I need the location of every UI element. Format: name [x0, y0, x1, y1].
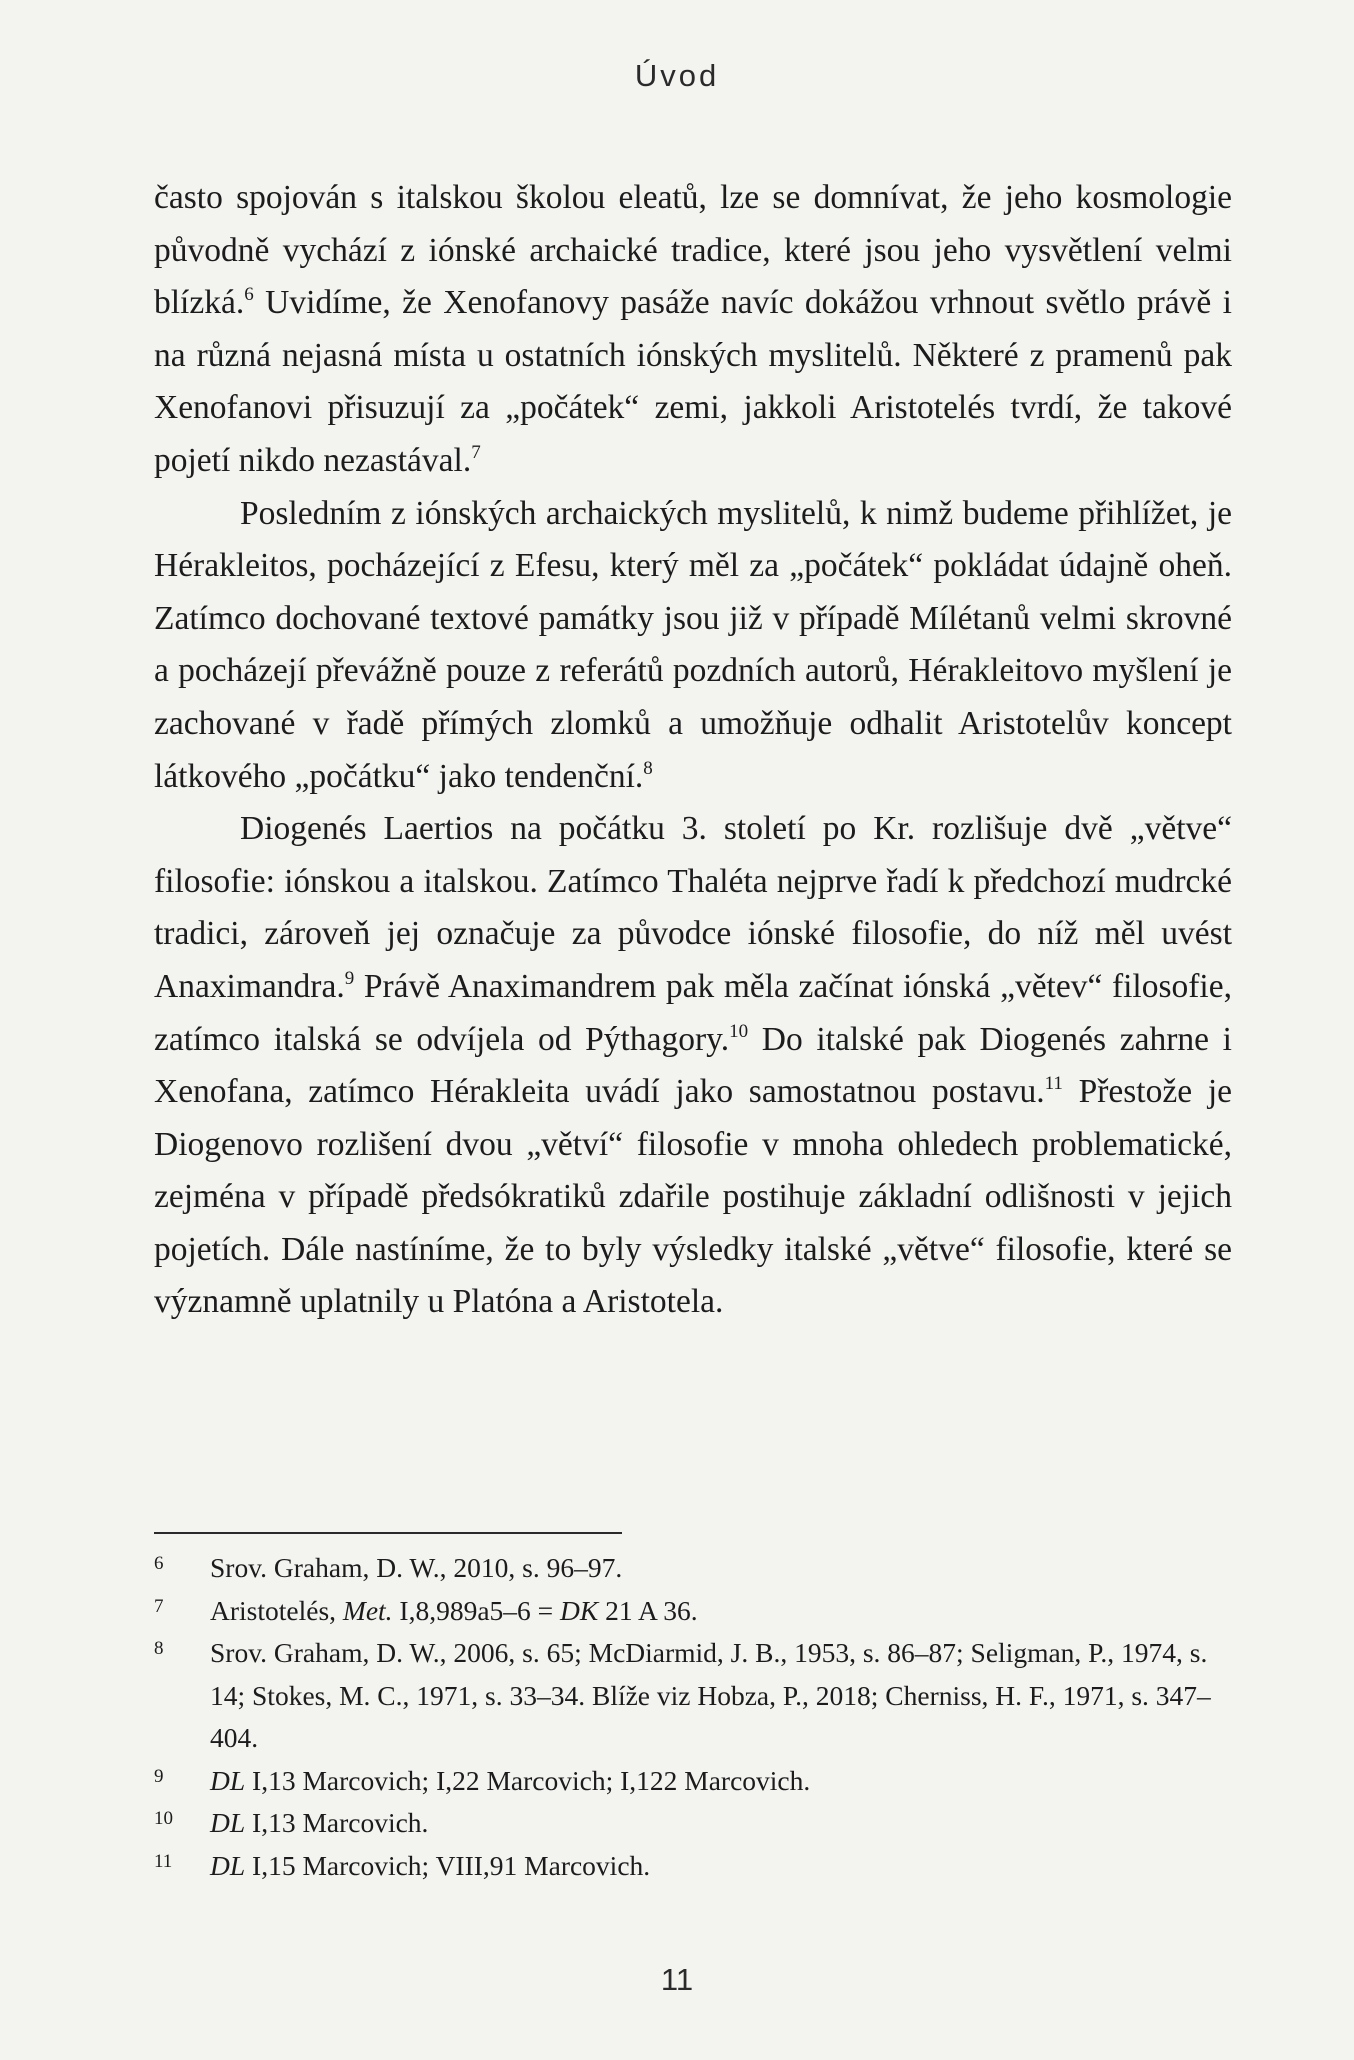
footnote-ref-8[interactable]: 8	[643, 757, 653, 779]
footnote-source-abbrev: DK	[560, 1594, 599, 1626]
footnote-text: Srov. Graham, D. W., 2006, s. 65; McDiarmid, J. B., 1953, s. 86–87; Seligman, P., 1974, s. 14; Stokes, M. C., 1971, s. 33–34. Blíže viz Hobza, P., 2018; Cherniss, H. F., 1971, s. 347–404.	[210, 1637, 1211, 1753]
text-segment: Přestože je Diogenovo rozlišení dvou „větví“ filosofie v mnoha ohledech problematické, zejména v případě předsókratiků zdařile postihuje základní odlišnosti v jejich pojetích. Dále nastíníme, že to byly výsledky italské „větve“ filosofie, které se významně uplatnily u Platóna a Aristotela.	[154, 1073, 1232, 1321]
text-segment: Diogenés Laertios na počátku 3. století po Kr. rozlišuje dvě „větve“ filosofie: iónskou a italskou. Zatímco Thaléta nejprve řadí k předchozí mudrcké tradici, zároveň jej označuje za původce iónské filosofie, do níž měl uvést Anaximandra.	[154, 810, 1232, 1005]
footnote-9	[154, 1760, 1232, 1803]
footnote-text: Srov. Graham, D. W., 2010, s. 96–97.	[210, 1552, 623, 1583]
footnote-ref-11[interactable]: 11	[1044, 1073, 1063, 1095]
main-text	[154, 172, 1232, 1329]
text-segment: Posledním z iónských archaických myslitelů, k nimž budeme přihlížet, je Hérakleitos, pocházející z Efesu, který měl za „počátek“ pokládat údajně oheň. Zatímco dochované textové památky jsou již v případě Mílétanů velmi skrovné a pocházejí převážně pouze z referátů pozdních autorů, Hérakleitovo myšlení je zachované v řadě přímých zlomků a umožňuje odhalit Aristotelův koncept látkového „počátku“ jako tendenční.	[154, 494, 1232, 795]
footnote-ref-10[interactable]: 10	[729, 1020, 749, 1042]
paragraph-2	[154, 488, 1232, 804]
footnote-text-part: Aristotelés,	[210, 1594, 343, 1626]
footnote-text-part: I,15 Marcovich; VIII,91 Marcovich.	[245, 1849, 651, 1881]
footnote-ref-7[interactable]: 7	[471, 441, 481, 463]
footnote-source-abbrev: DL	[210, 1849, 246, 1881]
footnote-number: 11	[154, 1850, 173, 1872]
text-segment: často spojován s italskou školou eleatů, lze se domnívat, že jeho kosmologie původně vychází z iónské archaické tradice, které jsou jeho vysvětlení velmi blízká.	[154, 179, 1232, 322]
footnote-source-abbrev: DL	[210, 1807, 246, 1838]
footnote-source-abbrev: DL	[210, 1764, 246, 1796]
footnote-title-abbrev: Met.	[342, 1594, 393, 1626]
footnote-text	[210, 1590, 1232, 1633]
footnote-text	[210, 1802, 1232, 1845]
footnote-number: 6	[154, 1553, 164, 1574]
footnote-text	[210, 1845, 1232, 1888]
text-segment: Do italské pak Diogenés zahrne i Xenofana, zatímco Hérakleita uvádí jako samostatnou postavu.	[154, 1020, 1232, 1111]
footnote-ref-6[interactable]: 6	[244, 284, 254, 306]
footnote-7	[154, 1590, 1232, 1633]
footnote-divider	[154, 1532, 622, 1534]
page-number: 11	[660, 1962, 694, 1997]
footnote-11	[154, 1845, 1232, 1888]
text-segment: Uvidíme, že Xenofanovy pasáže navíc dokážou vrhnout světlo právě i na různá nejasná místa u ostatních iónských myslitelů. Některé z pramenů pak Xenofanovi přisuzují za „počátek“ zemi, jakkoli Aristotelés tvrdí, že takové pojetí nikdo nezastával.	[154, 284, 1232, 479]
footnote-10	[154, 1802, 1232, 1845]
footnote-text-part: 21 A 36.	[598, 1594, 698, 1626]
footnote-text-part: I,13 Marcovich.	[245, 1807, 429, 1838]
footnote-6	[154, 1547, 1232, 1590]
footnote-text	[210, 1760, 1232, 1803]
footnote-text-part: I,8,989a5–6 =	[392, 1594, 561, 1626]
footnote-number: 8	[154, 1638, 164, 1659]
paragraph-1	[154, 172, 1232, 488]
running-head: Úvod	[634, 58, 720, 93]
footnotes	[154, 1547, 1232, 1887]
footnote-text-part: I,13 Marcovich; I,22 Marcovich; I,122 Marcovich.	[245, 1764, 811, 1796]
footnote-8	[154, 1632, 1232, 1760]
footnote-ref-9[interactable]: 9	[344, 967, 355, 989]
text-segment: Právě Anaximandrem pak měla začínat iónská „větev“ filosofie, zatímco italská se odvíjela od Pýthagory.	[154, 967, 1232, 1058]
footnote-number: 10	[154, 1808, 173, 1829]
paragraph-3	[154, 803, 1232, 1329]
footnote-number: 9	[154, 1765, 164, 1787]
footnote-number: 7	[154, 1595, 164, 1617]
